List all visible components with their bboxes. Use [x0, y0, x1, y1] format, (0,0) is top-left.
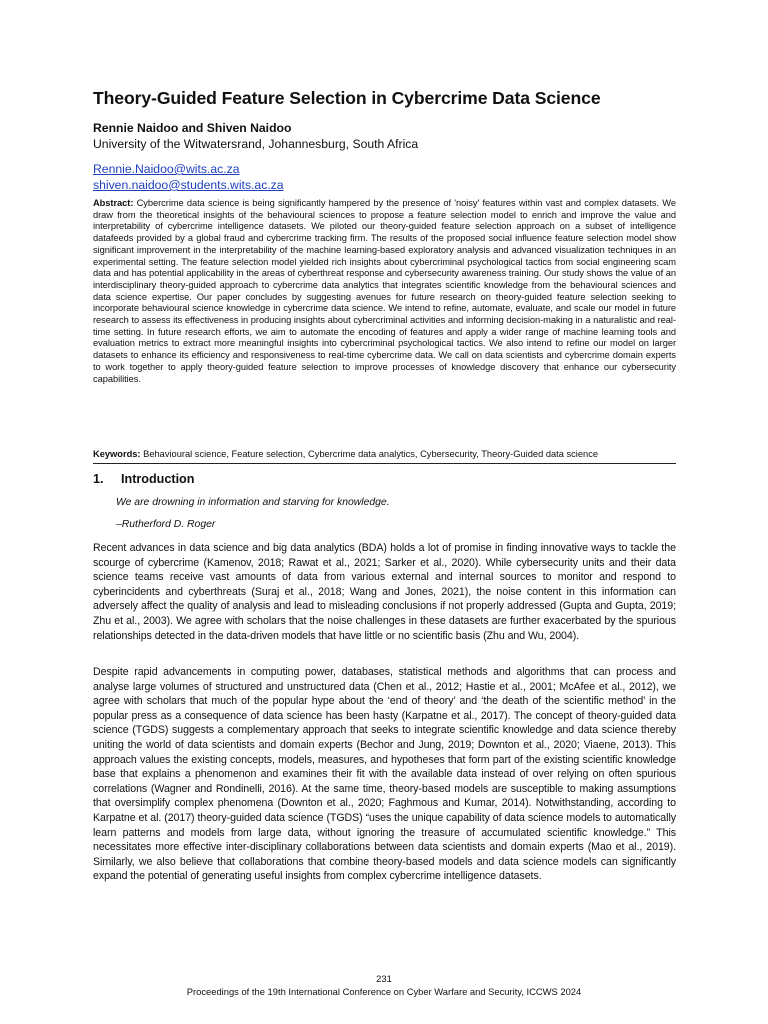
proceedings-footer: Proceedings of the 19th International Conference on Cyber Warfare and Security, ICCWS 2024: [186, 986, 582, 997]
section-divider: [93, 463, 676, 464]
epigraph-quote: We are drowning in information and starving for knowledge.: [116, 497, 390, 508]
author-affiliation: University of the Witwatersrand, Johannesburg, South Africa: [93, 137, 419, 151]
author-email-link[interactable]: shiven.naidoo@students.wits.ac.za: [93, 178, 284, 192]
section-number: 1.: [93, 472, 104, 486]
abstract: [93, 198, 676, 385]
paper-authors: Rennie Naidoo and Shiven Naidoo: [93, 121, 292, 135]
body-paragraph: Recent advances in data science and big data analytics (BDA) holds a lot of promise in finding innovative ways to tackle the scourge of cybercrime (Kamenov, 2018; Rawat et al., 2021; Sarker et al., 2020). While cybersecurity units and their data science teams receive vast amounts of data from various external and internal sources to monitor and respond to cyberincidents and cyberthreats (Suraj et al., 2018; Wang and Jones, 2021), the noise content in this information can adversely affect the quality of analysis and lead to misleading conclusions if not properly addressed (Gupta and Gupta, 2019; Zhu et al., 2003). We agree with scholars that the noise challenges in these datasets are further exacerbated by the spurious relationships detected in the data-driven models that have little or no scientific basis (Zhu and Wu, 2004).: [93, 542, 676, 642]
epigraph-author: –Rutherford D. Roger: [116, 519, 216, 530]
keywords-label: Keywords:: [93, 449, 141, 459]
paper-title: Theory-Guided Feature Selection in Cybercrime Data Science: [93, 88, 601, 108]
keywords-text: Behavioural science, Feature selection, Cybercrime data analytics, Cybersecurity, Theory-Guided data science: [143, 449, 599, 459]
page-number: 231: [376, 973, 392, 984]
abstract-text: Cybercrime data science is being significantly hampered by the presence of 'noisy' features within vast and complex datasets. We draw from the theoretical insights of the behavioural sciences to propose a feature selection model to enrich and improve the value and interpretability of cybercrime intelligence datasets. We piloted our theory-guided feature selection approach on a subset of intelligence datafeeds provided by a global fraud and cybercrime tracking firm. The results of the proposed social influence feature selection model show significant improvement in the interpretability of the machine learning-based exploratory analysis and advanced visualization techniques in an experimental setting. The feature selection model yielded rich insights about cybercriminal psychological tactics from social engineering scam data and has potential applicability in the areas of cyberthreat response and cybersecurity awareness training. Our study shows the value of an interdisciplinary theory-guided approach to cybercrime data analytics that integrates scientific knowledge from the behavioural sciences and data science expertise. Our paper concludes by suggesting avenues for future research on theory-guided feature selection seeking to incorporate behavioural science knowledge in cybercrime data science. We intend to refine, automate, evaluate, and scale our model in future research to assess its effectiveness in producing insights about cybercriminal activities and informing decision-making in a naturalistic and real-time setting. In future research efforts, we aim to automate the encoding of features and apply a wider range of machine learning tools and evaluation metrics to extract more meaningful insights into cybercriminal psychological tactics. We also intend to refine our model on larger datasets to enhance its efficiency and responsiveness to real-time cybercrime data. We call on data scientists and cybercrime domain experts to work together to apply theory-guided feature selection to improve processes of knowledge discovery that enhance our cybersecurity capabilities.: [93, 198, 676, 384]
author-email-link[interactable]: Rennie.Naidoo@wits.ac.za: [93, 162, 240, 176]
section-heading: [93, 472, 676, 486]
keywords: [93, 449, 676, 459]
body-paragraph: Despite rapid advancements in computing power, databases, statistical methods and algorithms that can process and analyse large volumes of structured and unstructured data (Chen et al., 2012; Hastie et al., 2001; McAfee et al., 2012), we agree with scholars that much of the popular hype about the ‘end of theory’ and ‘the death of the scientific method’ in the popular press as a consequence of data science has been hasty (Karpatne et al., 2017). The concept of theory-guided data science (TGDS) suggests a complementary approach that seeks to integrate scientific knowledge and data science thereby uniting the world of data scientists and domain experts (Bechor and Jung, 2019; Downton et al., 2020; Viaene, 2013). This approach values the existing concepts, models, measures, and hypotheses that form part of the existing scientific knowledge base that explains a phenomenon and examines their fit with the available data instead of over relying on often spurious correlations (Wagner and Rondinelli, 2016). At the same time, theory-based models are susceptible to making assumptions that oversimplify complex phenomena (Downton et al., 2020; Faghmous and Kumar, 2014). Notwithstanding, according to Karpatne et al. (2017) theory-guided data science (TGDS) “uses the unique capability of data science models to automatically learn patterns and models from large data, without ignoring the treasure of accumulated scientific knowledge.” This necessitates more effective inter-disciplinary collaborations between data scientists and domain experts (Mao et al., 2019). Similarly, we also believe that collaborations that combine theory-based models and data science models can significantly expand the potential of generating useful insights from complex cybercrime intelligence datasets.: [93, 666, 676, 883]
section-title: Introduction: [121, 472, 195, 486]
abstract-label: Abstract:: [93, 198, 134, 208]
